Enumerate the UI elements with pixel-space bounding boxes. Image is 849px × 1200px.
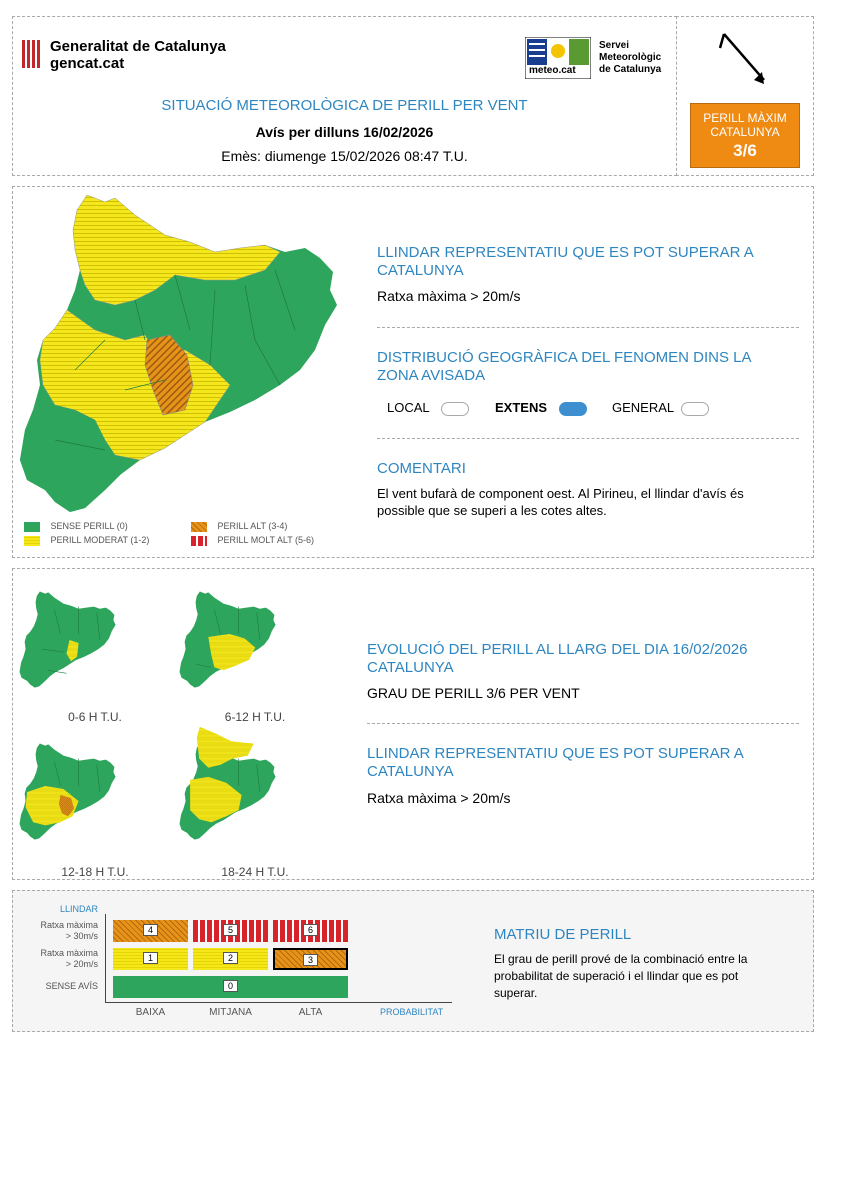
smc-name-1: Servei xyxy=(599,40,630,51)
matrix-llindar-label: LLINDAR xyxy=(60,904,99,914)
option-extens-label: EXTENS xyxy=(495,400,548,415)
gencat-logo[interactable] xyxy=(20,38,230,72)
toggle-local[interactable] xyxy=(441,402,469,416)
legend-item-yellow xyxy=(24,535,149,546)
x-label-mitjana: MITJANA xyxy=(209,1007,252,1018)
divider xyxy=(377,327,799,328)
matrix-y-axis xyxy=(105,914,106,1002)
legend-swatch xyxy=(191,536,207,546)
matrix-cell-3 xyxy=(273,948,348,970)
cell-value: 2 xyxy=(223,952,238,964)
meteocat-text: meteo.cat xyxy=(529,65,576,76)
map-label-18-24: 18-24 H T.U. xyxy=(221,865,289,879)
row2-label-line1: Ratxa màxima xyxy=(40,948,98,958)
meteocat-logo[interactable] xyxy=(525,37,675,81)
map-12-18 xyxy=(18,722,118,862)
comments-text: El vent bufarà de component oest. Al Pirineu, el llindar d'avís és possible que se superi a les cotes altes. xyxy=(377,486,744,518)
cell-value: 1 xyxy=(143,952,158,964)
map-18-24 xyxy=(178,722,278,862)
comments-title: COMENTARI xyxy=(377,460,466,477)
cell-value: 0 xyxy=(223,980,238,992)
matrix-cell-1 xyxy=(113,948,188,970)
distribution-title: DISTRIBUCIÓ GEOGRÀFICA DEL FENOMEN DINS LA ZONA AVISADA xyxy=(377,349,751,384)
legend-item-green xyxy=(24,521,128,532)
smc-name-3: de Catalunya xyxy=(599,64,662,75)
matrix-row1-label xyxy=(20,920,98,942)
catalonia-flag-icon xyxy=(20,38,42,70)
catalonia-danger-map xyxy=(15,190,345,520)
matrix-cell-6 xyxy=(273,920,348,942)
threshold-value: Ratxa màxima > 20m/s xyxy=(377,288,521,304)
option-general-label: GENERAL xyxy=(612,400,674,415)
option-general[interactable] xyxy=(612,400,709,416)
warning-date: Avís per dilluns 16/02/2026 xyxy=(255,124,434,140)
row2-label-line2: > 20m/s xyxy=(65,959,98,969)
matrix-text: El grau de perill prové de la combinació entre la probabilitat de superació i el llindar que es pot superar. xyxy=(494,952,748,1000)
issued-date: Emès: diumenge 15/02/2026 08:47 T.U. xyxy=(221,148,468,164)
gencat-url: gencat.cat xyxy=(50,55,125,72)
legend-label: SENSE PERILL (0) xyxy=(50,521,128,531)
toggle-general[interactable] xyxy=(681,402,709,416)
threshold-title: LLINDAR REPRESENTATIU QUE ES POT SUPERAR A CATALUNYA xyxy=(377,244,753,279)
max-danger-label-1: PERILL MÀXIM xyxy=(703,111,787,125)
evolution-value: GRAU DE PERILL 3/6 PER VENT xyxy=(367,685,580,701)
matrix-title: MATRIU DE PERILL xyxy=(494,926,632,943)
matrix-row2-label xyxy=(20,948,98,970)
cell-value: 5 xyxy=(223,924,238,936)
max-danger-badge xyxy=(690,103,800,168)
evolution-box xyxy=(12,568,814,880)
cell-value: 3 xyxy=(303,954,318,966)
matrix-cell-2 xyxy=(193,948,268,970)
max-danger-value: 3/6 xyxy=(733,141,757,160)
map-6-12 xyxy=(178,570,278,710)
legend-item-orange xyxy=(191,521,287,532)
page-title: SITUACIÓ METEOROLÒGICA DE PERILL PER VENT xyxy=(161,97,528,114)
threshold-title-2: LLINDAR REPRESENTATIU QUE ES POT SUPERAR A CATALUNYA xyxy=(367,745,743,780)
option-extens[interactable] xyxy=(495,400,587,416)
legend-label: PERILL MODERAT (1-2) xyxy=(50,535,150,545)
x-label-baixa: BAIXA xyxy=(135,1007,166,1018)
option-local-label: LOCAL xyxy=(387,400,430,415)
legend-swatch xyxy=(24,522,40,532)
legend-swatch xyxy=(24,536,40,546)
matrix-cell-5 xyxy=(193,920,268,942)
matrix-cell-4 xyxy=(113,920,188,942)
matrix-x-axis xyxy=(105,1002,452,1003)
row1-label-line1: Ratxa màxima xyxy=(40,920,98,930)
max-danger-label-2: CATALUNYA xyxy=(710,125,780,139)
x-label-alta: ALTA xyxy=(298,1007,323,1018)
map-legend xyxy=(24,521,344,551)
cell-value: 6 xyxy=(303,924,318,936)
gencat-name: Generalitat de Catalunya xyxy=(50,38,226,55)
toggle-extens[interactable] xyxy=(559,402,587,416)
divider xyxy=(377,438,799,439)
x-label-probabilitat: PROBABILITAT xyxy=(380,1007,444,1017)
option-local[interactable] xyxy=(387,400,469,416)
matrix-row3-label: SENSE AVÍS xyxy=(45,981,98,991)
legend-item-red xyxy=(191,535,314,546)
row1-label-line2: > 30m/s xyxy=(65,931,98,941)
smc-name-2: Meteorològic xyxy=(599,52,662,63)
map-label-0-6: 0-6 H T.U. xyxy=(68,710,122,724)
legend-label: PERILL ALT (3-4) xyxy=(217,521,288,531)
threshold-value-2: Ratxa màxima > 20m/s xyxy=(367,790,511,806)
evolution-title: EVOLUCIÓ DEL PERILL AL LLARG DEL DIA 16/02/2026 CATALUNYA xyxy=(367,641,748,676)
map-0-6 xyxy=(18,570,118,710)
cell-value: 4 xyxy=(143,924,158,936)
wind-arrow-northwest-icon xyxy=(716,28,776,88)
map-label-12-18: 12-18 H T.U. xyxy=(61,865,129,879)
map-label-6-12: 6-12 H T.U. xyxy=(224,710,286,724)
divider xyxy=(367,723,799,724)
legend-label: PERILL MOLT ALT (5-6) xyxy=(217,535,315,545)
matrix-cell-0 xyxy=(113,976,348,998)
legend-swatch xyxy=(191,522,207,532)
